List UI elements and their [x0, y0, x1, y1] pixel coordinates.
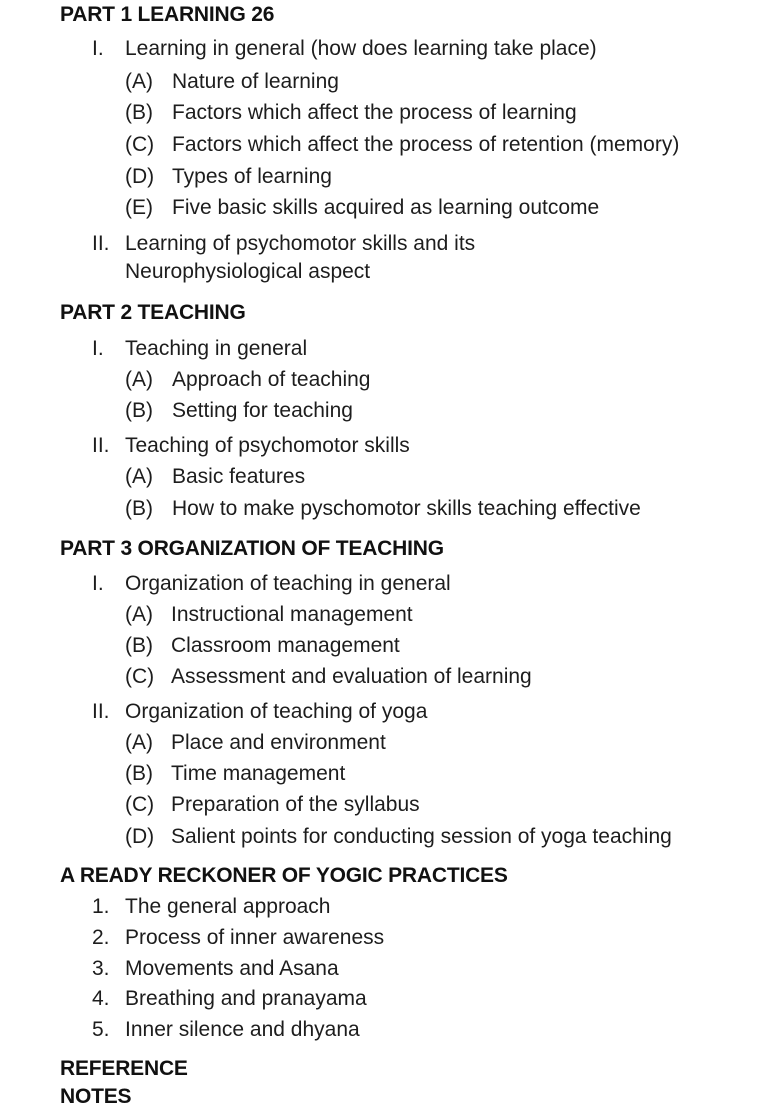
reckoner-item-text: Movements and Asana	[125, 957, 339, 980]
part2-s2-title: Teaching of psychomotor skills	[125, 434, 410, 457]
part1-s1-item-marker: (E)	[125, 196, 153, 219]
part3-s1-title: Organization of teaching in general	[125, 572, 451, 595]
part1-s1-item-marker: (B)	[125, 101, 153, 124]
part3-s1-item-marker: (B)	[125, 634, 153, 657]
part3-s1-item-marker: (C)	[125, 665, 155, 688]
part3-s1-item-text: Instructional management	[171, 603, 413, 626]
part3-s2-item-marker: (D)	[125, 825, 155, 848]
part1-heading: PART 1 LEARNING 26	[60, 3, 275, 26]
part2-s1-item-marker: (B)	[125, 399, 153, 422]
part3-s2-item-marker: (C)	[125, 793, 155, 816]
part3-s1-item-marker: (A)	[125, 603, 153, 626]
reference-heading: REFERENCE	[60, 1057, 188, 1080]
reckoner-item-text: The general approach	[125, 895, 331, 918]
reckoner-item-number: 5.	[92, 1018, 110, 1041]
part3-s2-item-marker: (A)	[125, 731, 153, 754]
reckoner-item-number: 4.	[92, 987, 110, 1010]
part1-s1-item-text: Types of learning	[172, 165, 332, 188]
part2-s1-item-marker: (A)	[125, 368, 153, 391]
reckoner-item-text: Inner silence and dhyana	[125, 1018, 360, 1041]
part1-s1-title: Learning in general (how does learning take place)	[125, 37, 597, 60]
part1-s1-item-text: Nature of learning	[172, 70, 339, 93]
part2-s2-item-marker: (B)	[125, 497, 153, 520]
part3-s2-item-marker: (B)	[125, 762, 153, 785]
reckoner-item-text: Breathing and pranayama	[125, 987, 367, 1010]
part1-s1-item-marker: (D)	[125, 165, 155, 188]
reckoner-item-number: 1.	[92, 895, 110, 918]
part1-s1-number: I.	[92, 37, 104, 60]
part1-s1-item-marker: (C)	[125, 133, 155, 156]
part1-s2-title-line2: Neurophysiological aspect	[125, 260, 371, 283]
reckoner-heading: A READY RECKONER OF YOGIC PRACTICES	[60, 864, 508, 887]
part3-s1-number: I.	[92, 572, 104, 595]
reckoner-item-number: 2.	[92, 926, 110, 949]
part2-s1-number: I.	[92, 337, 104, 360]
part2-s2-item-text: How to make pyschomotor skills teaching effective	[172, 497, 641, 520]
part2-s2-number: II.	[92, 434, 110, 457]
part1-s1-item-marker: (A)	[125, 70, 153, 93]
part2-s1-item-text: Approach of teaching	[172, 368, 371, 391]
part1-s1-item-text: Five basic skills acquired as learning outcome	[172, 196, 600, 219]
part1-s2-number: II.	[92, 232, 110, 255]
part2-s2-item-marker: (A)	[125, 465, 153, 488]
notes-heading: NOTES	[60, 1085, 132, 1108]
part1-s1-item-text: Factors which affect the process of learning	[172, 101, 577, 124]
part2-s2-item-text: Basic features	[172, 465, 306, 488]
part2-heading: PART 2 TEACHING	[60, 301, 246, 324]
part1-s1-item-text: Factors which affect the process of retention (memory)	[172, 133, 680, 156]
part1-s2-title-line1: Learning of psychomotor skills and its	[125, 232, 476, 255]
part2-s1-item-text: Setting for teaching	[172, 399, 353, 422]
part3-s1-item-text: Assessment and evaluation of learning	[171, 665, 532, 688]
part3-s2-title: Organization of teaching of yoga	[125, 700, 428, 723]
reckoner-item-text: Process of inner awareness	[125, 926, 385, 949]
part3-s1-item-text: Classroom management	[171, 634, 400, 657]
part3-s2-item-text: Preparation of the syllabus	[171, 793, 420, 816]
part3-s2-item-text: Salient points for conducting session of yoga teaching	[171, 825, 672, 848]
part2-s1-title: Teaching in general	[125, 337, 308, 360]
part3-s2-item-text: Place and environment	[171, 731, 386, 754]
part3-s2-item-text: Time management	[171, 762, 346, 785]
part3-heading: PART 3 ORGANIZATION OF TEACHING	[60, 537, 444, 560]
part3-s2-number: II.	[92, 700, 110, 723]
reckoner-item-number: 3.	[92, 957, 110, 980]
